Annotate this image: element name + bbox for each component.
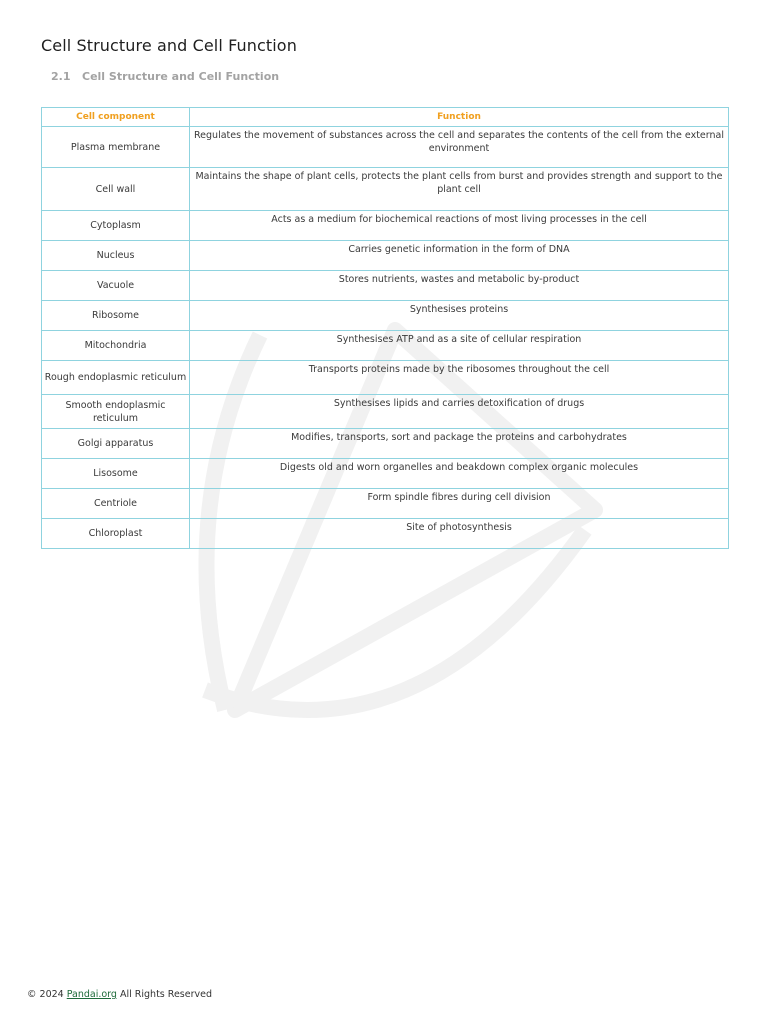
table-row [42, 271, 729, 301]
page-title: Cell Structure and Cell Function [41, 36, 297, 55]
table-row [42, 395, 729, 429]
column-header-function: Function [190, 108, 729, 127]
section-title: Cell Structure and Cell Function [82, 70, 280, 83]
table-header-row [42, 108, 729, 127]
section-heading [51, 70, 279, 83]
cell-function: Regulates the movement of substances across the cell and separates the contents of the cell from the external environment [190, 127, 729, 168]
footer-prefix: © 2024 [27, 989, 67, 1000]
cell-function: Maintains the shape of plant cells, protects the plant cells from burst and provides strength and support to the plant cell [190, 168, 729, 211]
cell-component: Vacuole [42, 271, 190, 301]
cell-component: Lisosome [42, 459, 190, 489]
cell-function: Transports proteins made by the ribosomes throughout the cell [190, 361, 729, 395]
table-row [42, 331, 729, 361]
table-row [42, 168, 729, 211]
cell-component: Smooth endoplasmic reticulum [42, 395, 190, 429]
section-number: 2.1 [51, 70, 71, 83]
cell-function: Acts as a medium for biochemical reactions of most living processes in the cell [190, 211, 729, 241]
cell-component: Plasma membrane [42, 127, 190, 168]
cell-component: Chloroplast [42, 519, 190, 549]
column-header-component: Cell component [42, 108, 190, 127]
table-row [42, 241, 729, 271]
cell-component: Nucleus [42, 241, 190, 271]
cell-function: Modifies, transports, sort and package the proteins and carbohydrates [190, 429, 729, 459]
cell-function: Site of photosynthesis [190, 519, 729, 549]
cell-function-table [41, 107, 729, 549]
cell-function: Synthesises lipids and carries detoxification of drugs [190, 395, 729, 429]
cell-function: Synthesises ATP and as a site of cellular respiration [190, 331, 729, 361]
cell-component: Mitochondria [42, 331, 190, 361]
cell-function: Stores nutrients, wastes and metabolic by-product [190, 271, 729, 301]
table-row [42, 301, 729, 331]
table-row [42, 459, 729, 489]
cell-component: Cytoplasm [42, 211, 190, 241]
cell-component: Cell wall [42, 168, 190, 211]
pandai-link[interactable]: Pandai.org [66, 989, 117, 1000]
table-row [42, 127, 729, 168]
table-row [42, 519, 729, 549]
footer-suffix: All Rights Reserved [116, 989, 212, 1000]
cell-component: Centriole [42, 489, 190, 519]
cell-component: Golgi apparatus [42, 429, 190, 459]
table-row [42, 489, 729, 519]
cell-function: Synthesises proteins [190, 301, 729, 331]
table-row [42, 429, 729, 459]
cell-component: Rough endoplasmic reticulum [42, 361, 190, 395]
footer-copyright [27, 989, 212, 1000]
cell-function: Carries genetic information in the form of DNA [190, 241, 729, 271]
table-row [42, 361, 729, 395]
cell-function: Form spindle fibres during cell division [190, 489, 729, 519]
cell-function: Digests old and worn organelles and beakdown complex organic molecules [190, 459, 729, 489]
table-row [42, 211, 729, 241]
cell-component: Ribosome [42, 301, 190, 331]
